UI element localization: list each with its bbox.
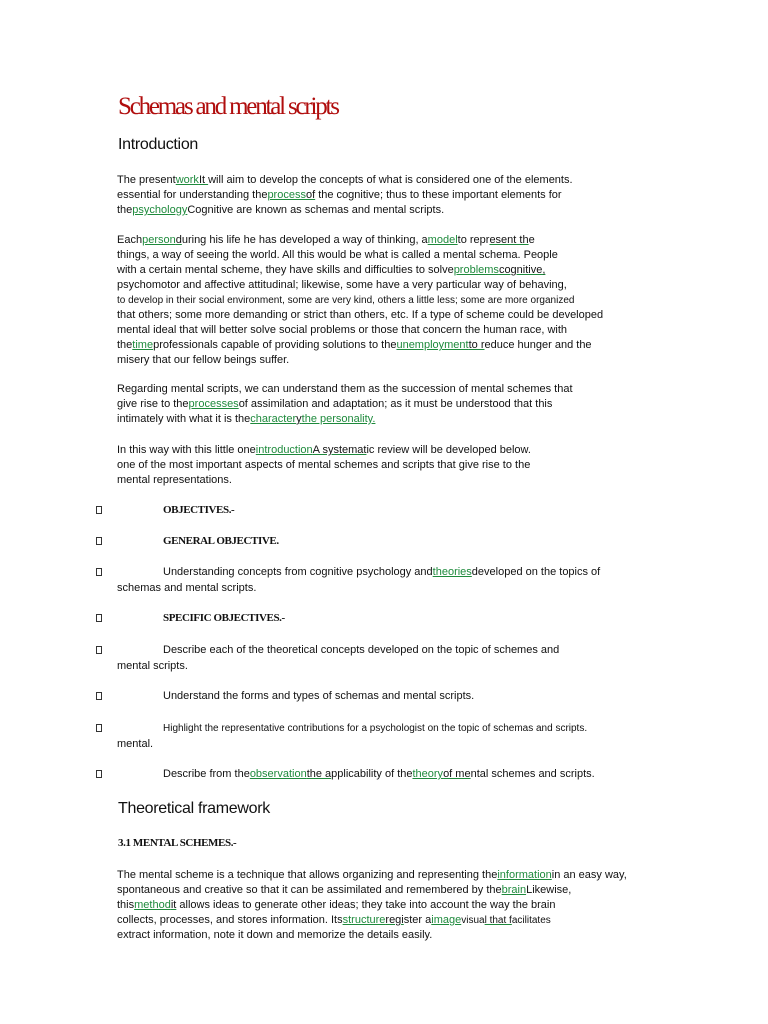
- link-observation[interactable]: observation: [249, 768, 307, 780]
- text-line: spontaneous and creative so that it can be assimilated and remembered by thebrainLikewise,: [117, 884, 572, 896]
- link-model[interactable]: model: [427, 234, 458, 246]
- specific-objective-2: Understand the forms and types of schemas and mental scripts.: [163, 690, 475, 702]
- text-line: misery that our fellow beings suffer.: [117, 354, 290, 366]
- bullet-icon: [96, 692, 102, 700]
- text-line: that others; some more demanding or strict than others, etc. If a type of scheme could be developed: [117, 309, 604, 321]
- text-line: The presentworkIt will aim to develop the concepts of what is considered one of the elements.: [117, 174, 573, 186]
- text-line: intimately with what it is thecharacterythe personality.: [117, 413, 376, 425]
- general-objective-heading: GENERAL OBJECTIVE.: [163, 535, 279, 547]
- text-line: In this way with this little oneintroductionA systematic review will be developed below.: [117, 444, 531, 456]
- text-line: collects, processes, and stores information. Itsstructureregister aimagevisual that facilitates: [117, 914, 551, 926]
- text-line: things, a way of seeing the world. All this would be what is called a mental schema. People: [117, 249, 558, 261]
- text-line: mental ideal that will better solve social problems or those that concern the human race, with: [117, 324, 568, 336]
- link-psychology[interactable]: psychology: [132, 204, 188, 216]
- intro-paragraph-4: [117, 443, 637, 488]
- text-line: The mental scheme is a technique that allows organizing and representing theinformationin an easy way,: [117, 869, 627, 881]
- introduction-heading: Introduction: [118, 136, 199, 153]
- intro-paragraph-2: [117, 233, 637, 368]
- text-line: Eachpersonduring his life he has developed a way of thinking, amodelto represent the: [117, 234, 535, 246]
- mental-schemes-paragraph: [117, 868, 637, 943]
- bullet-icon: [96, 770, 102, 778]
- link-theory[interactable]: theory: [412, 768, 444, 780]
- text-line: to develop in their social environment, some are very kind, others a little less; some are more organized: [117, 295, 575, 306]
- general-objective-text: Understanding concepts from cognitive psychology andtheoriesdeveloped on the topics of: [163, 566, 601, 578]
- bullet-icon: [96, 614, 102, 622]
- text-line: thetimeprofessionals capable of providing solutions to theunemploymentto reduce hunger and the: [117, 339, 592, 351]
- intro-paragraph-1: [117, 173, 637, 218]
- bullet-icon: [96, 568, 102, 576]
- link-image[interactable]: image: [431, 914, 462, 926]
- bullet-icon: [96, 724, 102, 732]
- general-objective-text-cont: schemas and mental scripts.: [117, 582, 257, 594]
- text-line: one of the most important aspects of mental schemes and scripts that give rise to the: [117, 459, 531, 471]
- specific-objective-4: Describe from theobservationthe applicability of thetheoryof mental schemes and scripts.: [163, 768, 595, 780]
- objectives-heading: OBJECTIVES.-: [163, 504, 235, 516]
- link-work[interactable]: work: [175, 174, 199, 186]
- link-method[interactable]: method: [134, 899, 171, 911]
- link-processes[interactable]: processes: [188, 398, 239, 410]
- text-line: thismethodit allows ideas to generate other ideas; they take into account the way the brain: [117, 899, 556, 911]
- specific-objective-3: Highlight the representative contributions for a psychologist on the topic of schemas and scripts.: [163, 723, 588, 734]
- specific-objective-3-cont: mental.: [117, 738, 154, 750]
- link-character[interactable]: character: [250, 413, 297, 425]
- link-problems[interactable]: problems: [453, 264, 499, 276]
- specific-objectives-heading: SPECIFIC OBJECTIVES.-: [163, 612, 285, 624]
- text-line: thepsychologyCognitive are known as schemas and mental scripts.: [117, 204, 445, 216]
- text-line: with a certain mental scheme, they have skills and difficulties to solveproblemscognitive,: [117, 264, 546, 276]
- text-line: extract information, note it down and memorize the details easily.: [117, 929, 433, 941]
- link-time[interactable]: time: [132, 339, 154, 351]
- text-line: psychomotor and affective attitudinal; likewise, some have a very particular way of behaving,: [117, 279, 567, 291]
- link-structure[interactable]: structure: [342, 914, 386, 926]
- document-title: Schemas and mental scripts: [118, 93, 338, 120]
- link-brain[interactable]: brain: [501, 884, 527, 896]
- text-line: mental representations.: [117, 474, 232, 486]
- text-line: give rise to theprocessesof assimilation and adaptation; as it must be understood that this: [117, 398, 553, 410]
- intro-paragraph-3: [117, 382, 637, 427]
- bullet-icon: [96, 506, 102, 514]
- section-3-1-heading: 3.1 MENTAL SCHEMES.-: [118, 837, 237, 849]
- link-information[interactable]: information: [497, 869, 552, 881]
- link-person[interactable]: person: [142, 234, 176, 246]
- link-process[interactable]: process: [267, 189, 306, 201]
- text-line: essential for understanding theprocessof the cognitive; thus to these important elements for: [117, 189, 562, 201]
- link-unemployment[interactable]: unemployment: [396, 339, 469, 351]
- text-line: Regarding mental scripts, we can understand them as the succession of mental schemes that: [117, 383, 573, 395]
- bullet-icon: [96, 537, 102, 545]
- link-theories[interactable]: theories: [432, 566, 472, 578]
- specific-objective-1: Describe each of the theoretical concepts developed on the topic of schemes and: [163, 644, 560, 656]
- link-introduction[interactable]: introduction: [255, 444, 313, 456]
- bullet-icon: [96, 646, 102, 654]
- framework-heading: Theoretical framework: [118, 800, 270, 817]
- specific-objective-1-cont: mental scripts.: [117, 660, 188, 672]
